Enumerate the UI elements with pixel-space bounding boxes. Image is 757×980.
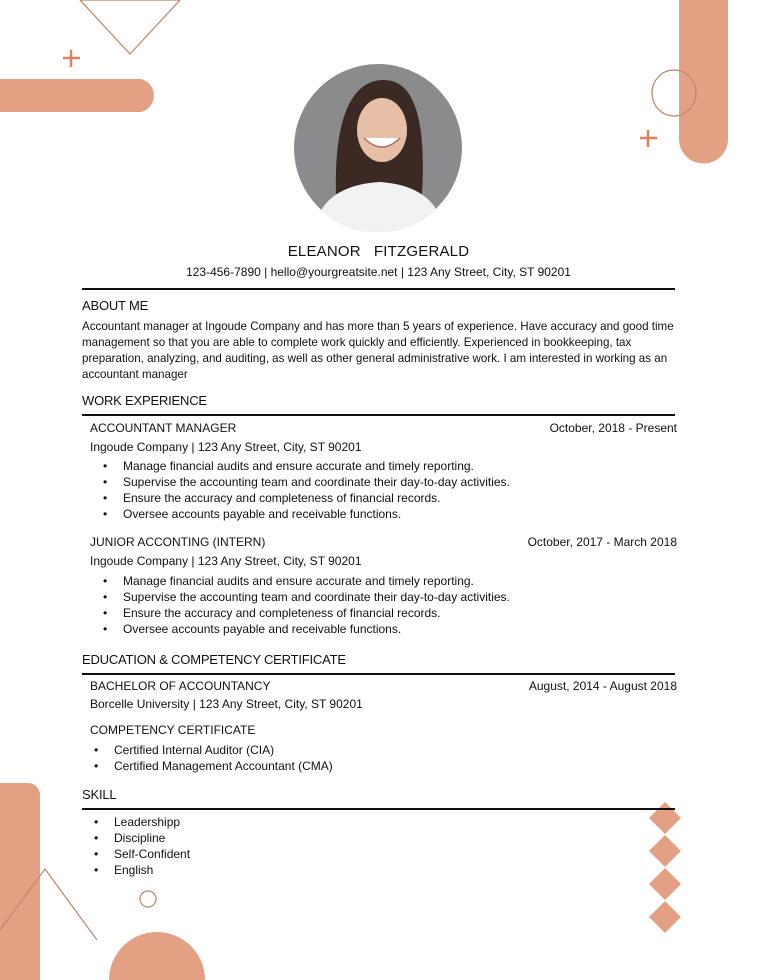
list-item: • Certified Internal Auditor (CIA): [114, 742, 333, 758]
job-dates: October, 2018 - Present: [549, 421, 677, 435]
list-item: • Leadershipp: [114, 814, 190, 830]
diamond-column: [649, 802, 681, 933]
diamond-outline-top: [80, 0, 180, 54]
list-item: • Ensure the accuracy and completeness of financial records.: [123, 490, 510, 506]
list-item: • Supervise the accounting team and coordinate their day-to-day activities.: [123, 474, 510, 490]
list-item: • Discipline: [114, 830, 190, 846]
job-bullets: [123, 458, 510, 522]
list-item: • Self-Confident: [114, 846, 190, 862]
section-title-skill: SKILL: [82, 787, 117, 802]
school: Borcelle University | 123 Any Street, City, ST 90201: [90, 697, 363, 711]
certificate-title: COMPETENCY CERTIFICATE: [90, 723, 256, 737]
list-item: • Oversee accounts payable and receivable functions.: [123, 621, 510, 637]
list-item: • Certified Management Accountant (CMA): [114, 758, 333, 774]
profile-photo: [294, 64, 462, 232]
contact-info: 123-456-7890 | hello@yourgreatsite.net | 123 Any Street, City, ST 90201: [186, 265, 571, 279]
plus-icon: [640, 130, 657, 147]
plus-icon: [63, 50, 80, 67]
half-circle: [109, 932, 205, 980]
list-item: • Oversee accounts payable and receivable functions.: [123, 506, 510, 522]
degree: BACHELOR OF ACCOUNTANCY: [90, 679, 271, 693]
list-item: • English: [114, 862, 190, 878]
candidate-name: ELEANOR FITZGERALD: [287, 243, 470, 260]
job-header: [90, 535, 677, 549]
job-bullets: [123, 573, 510, 637]
certificate-list: [114, 742, 333, 774]
section-title-work: WORK EXPERIENCE: [82, 393, 207, 408]
job-header: [90, 421, 677, 435]
job-role: ACCOUNTANT MANAGER: [90, 421, 237, 435]
list-item: • Supervise the accounting team and coordinate their day-to-day activities.: [123, 589, 510, 605]
job-company: Ingoude Company | 123 Any Street, City, ST 90201: [90, 554, 362, 568]
pill-bar-right: [679, 0, 728, 163]
pill-bar-bottom-left: [0, 783, 40, 980]
list-item: • Ensure the accuracy and completeness of financial records.: [123, 605, 510, 621]
list-item: • Manage financial audits and ensure accurate and timely reporting.: [123, 573, 510, 589]
about-text: Accountant manager at Ingoude Company and has more than 5 years of experience. Have accuracy and good time management so that you are able to complete work quickly and efficiently. Experienced in bookkeeping, tax preparation, analyzing, and auditing, as well as other general administrative work. I am interested in working as an accountant manager: [82, 320, 674, 381]
job-company: Ingoude Company | 123 Any Street, City, ST 90201: [90, 440, 362, 454]
section-title-about: ABOUT ME: [82, 298, 149, 313]
divider: [82, 414, 675, 416]
divider: [82, 673, 675, 675]
education-header: [90, 679, 677, 693]
job-role: JUNIOR ACCONTING (INTERN): [90, 535, 266, 549]
small-circle-outline: [140, 891, 156, 907]
divider: [82, 288, 675, 290]
pill-bar-left: [0, 79, 154, 112]
divider: [82, 808, 675, 810]
section-title-education: EDUCATION & COMPETENCY CERTIFICATE: [82, 652, 346, 667]
list-item: • Manage financial audits and ensure accurate and timely reporting.: [123, 458, 510, 474]
education-dates: August, 2014 - August 2018: [528, 679, 677, 693]
job-dates: October, 2017 - March 2018: [527, 535, 677, 549]
skill-list: [114, 814, 190, 878]
